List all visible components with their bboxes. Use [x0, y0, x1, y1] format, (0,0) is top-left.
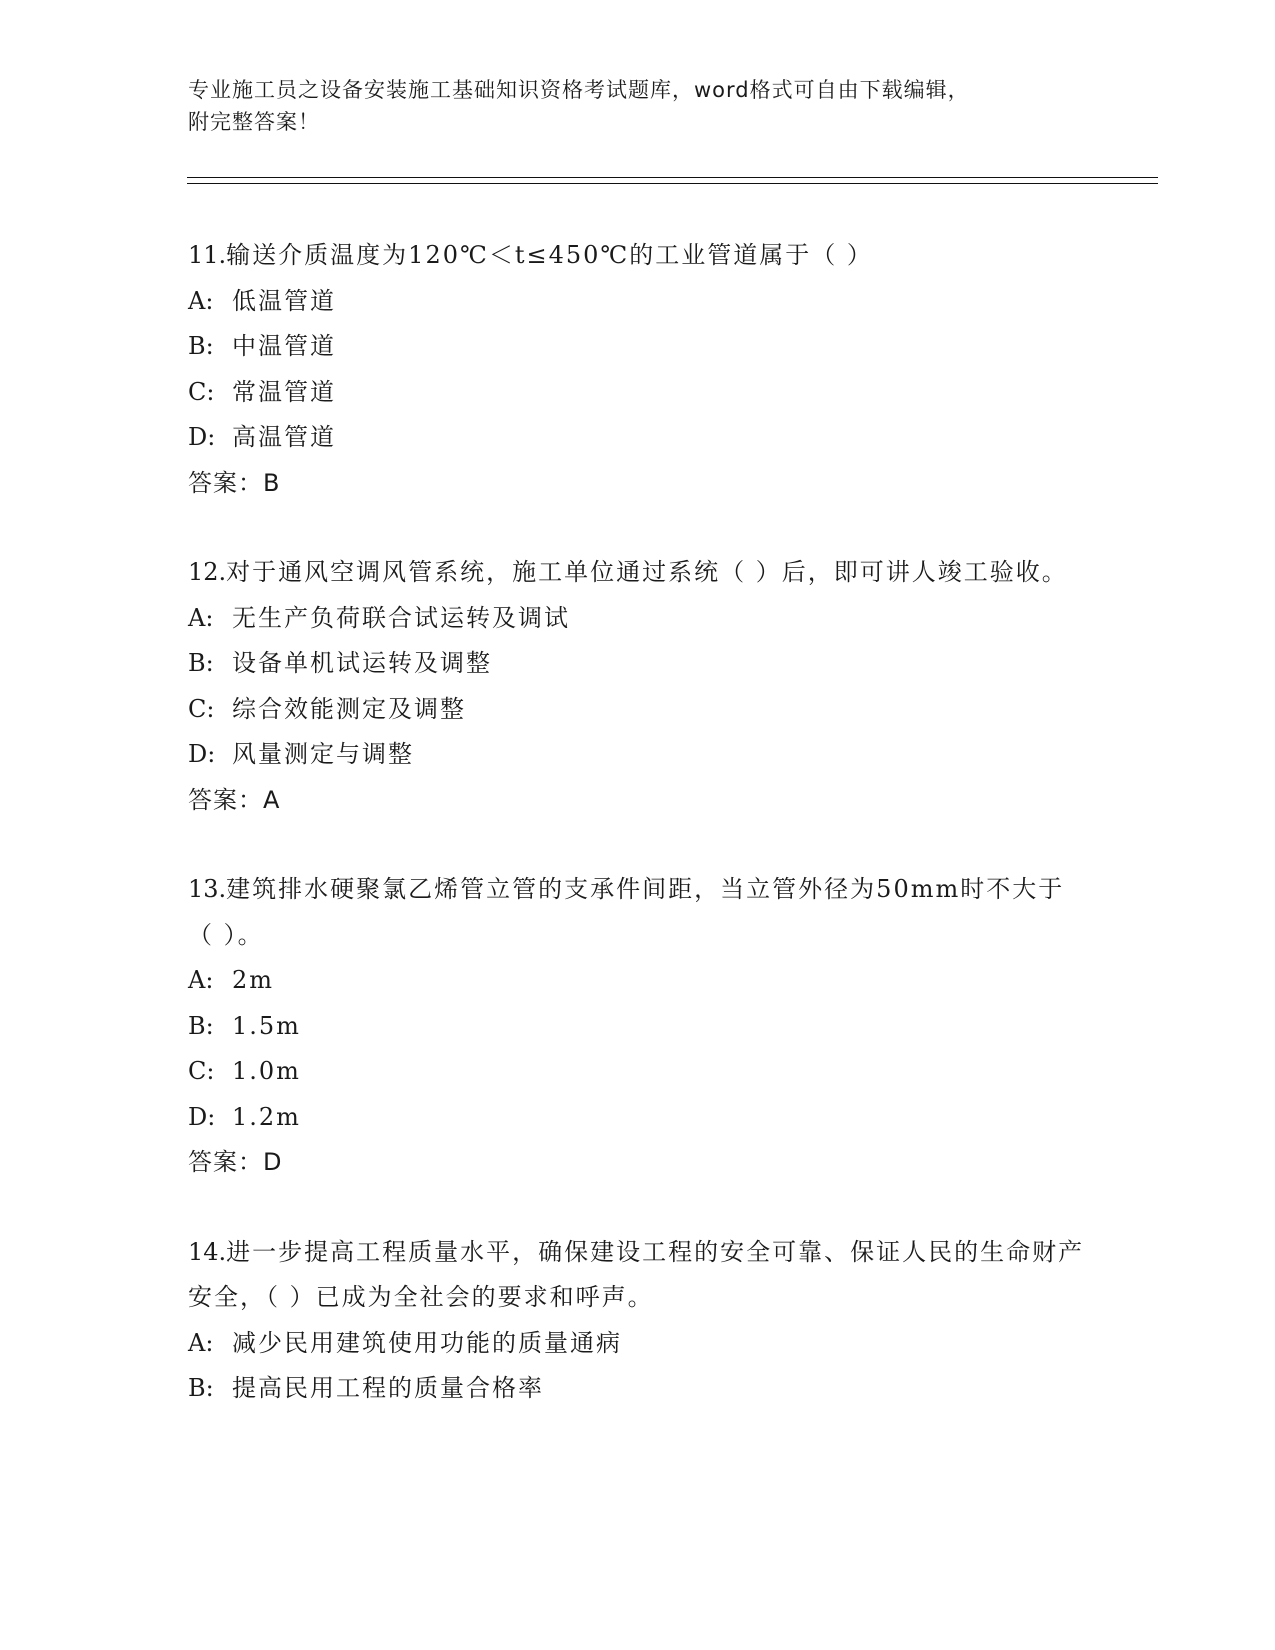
question-text — [188, 1230, 1088, 1321]
option-letter: B: — [188, 1374, 214, 1402]
option-letter: A: — [188, 603, 214, 632]
option-b — [188, 324, 1088, 370]
option-a — [188, 279, 1088, 325]
option-letter: B: — [188, 1011, 214, 1040]
option-a — [188, 958, 1088, 1004]
option-text: 中温管道 — [232, 332, 336, 360]
option-letter: D: — [188, 423, 216, 451]
question-text — [188, 867, 1088, 958]
question-text — [188, 233, 1088, 279]
question-12 — [188, 550, 1088, 823]
option-letter: B: — [188, 649, 214, 677]
question-11 — [188, 233, 1088, 506]
option-b — [188, 1366, 1088, 1412]
option-letter: C: — [188, 694, 215, 723]
question-number: 11. — [188, 241, 227, 269]
option-text: 综合效能测定及调整 — [232, 694, 466, 723]
header-line-2: 附完整答案！ — [188, 110, 320, 134]
document-header — [188, 74, 1088, 138]
question-stem: 进一步提高工程质量水平，确保建设工程的安全可靠、保证人民的生命财产安全，（ ）已成为全社会的要求和呼声。 — [188, 1237, 1085, 1311]
option-text: 风量测定与调整 — [232, 740, 414, 768]
question-14 — [188, 1230, 1088, 1412]
option-text: 高温管道 — [232, 423, 336, 451]
option-letter: D: — [188, 1102, 216, 1131]
option-text: 提高民用工程的质量合格率 — [232, 1374, 544, 1402]
option-letter: C: — [188, 1057, 215, 1085]
question-number: 13. — [188, 875, 227, 903]
option-d — [188, 1095, 1088, 1141]
option-text: 2m — [232, 966, 275, 994]
option-text: 低温管道 — [232, 286, 336, 315]
option-b — [188, 641, 1088, 687]
option-d — [188, 732, 1088, 778]
question-list — [188, 233, 1088, 1456]
option-letter: A: — [188, 1328, 214, 1357]
question-number: 14. — [188, 1237, 227, 1266]
option-a — [188, 596, 1088, 642]
answer-line: 答案：A — [188, 785, 281, 814]
option-letter: D: — [188, 740, 216, 768]
option-d — [188, 415, 1088, 461]
question-stem: 建筑排水硬聚氯乙烯管立管的支承件间距，当立管外径为50mm时不大于（ ）。 — [188, 875, 1065, 949]
option-letter: A: — [188, 286, 214, 315]
header-divider-top — [187, 177, 1158, 178]
option-b — [188, 1004, 1088, 1050]
option-c — [188, 687, 1088, 733]
question-number: 12. — [188, 558, 227, 586]
answer-line: 答案：B — [188, 468, 281, 497]
option-letter: A: — [188, 966, 214, 994]
question-text — [188, 550, 1088, 596]
option-text: 1.2m — [232, 1102, 301, 1131]
option-letter: C: — [188, 377, 215, 406]
option-text: 1.0m — [232, 1057, 301, 1085]
answer-line: 答案：D — [188, 1148, 283, 1176]
option-c — [188, 370, 1088, 416]
option-letter: B: — [188, 332, 214, 360]
option-c — [188, 1049, 1088, 1095]
option-text: 无生产负荷联合试运转及调试 — [232, 603, 570, 632]
option-text: 减少民用建筑使用功能的质量通病 — [232, 1328, 622, 1357]
option-a — [188, 1321, 1088, 1367]
option-text: 设备单机试运转及调整 — [232, 649, 492, 677]
question-13 — [188, 867, 1088, 1186]
question-stem: 对于通风空调风管系统，施工单位通过系统（ ）后，即可讲人竣工验收。 — [226, 558, 1068, 586]
option-text: 常温管道 — [232, 377, 336, 406]
header-divider-bottom — [187, 183, 1158, 184]
option-text: 1.5m — [232, 1011, 301, 1040]
question-stem: 输送介质温度为120℃＜t≤450℃的工业管道属于（ ） — [226, 241, 873, 269]
header-line-1: 专业施工员之设备安装施工基础知识资格考试题库，word格式可自由下载编辑， — [188, 78, 970, 102]
